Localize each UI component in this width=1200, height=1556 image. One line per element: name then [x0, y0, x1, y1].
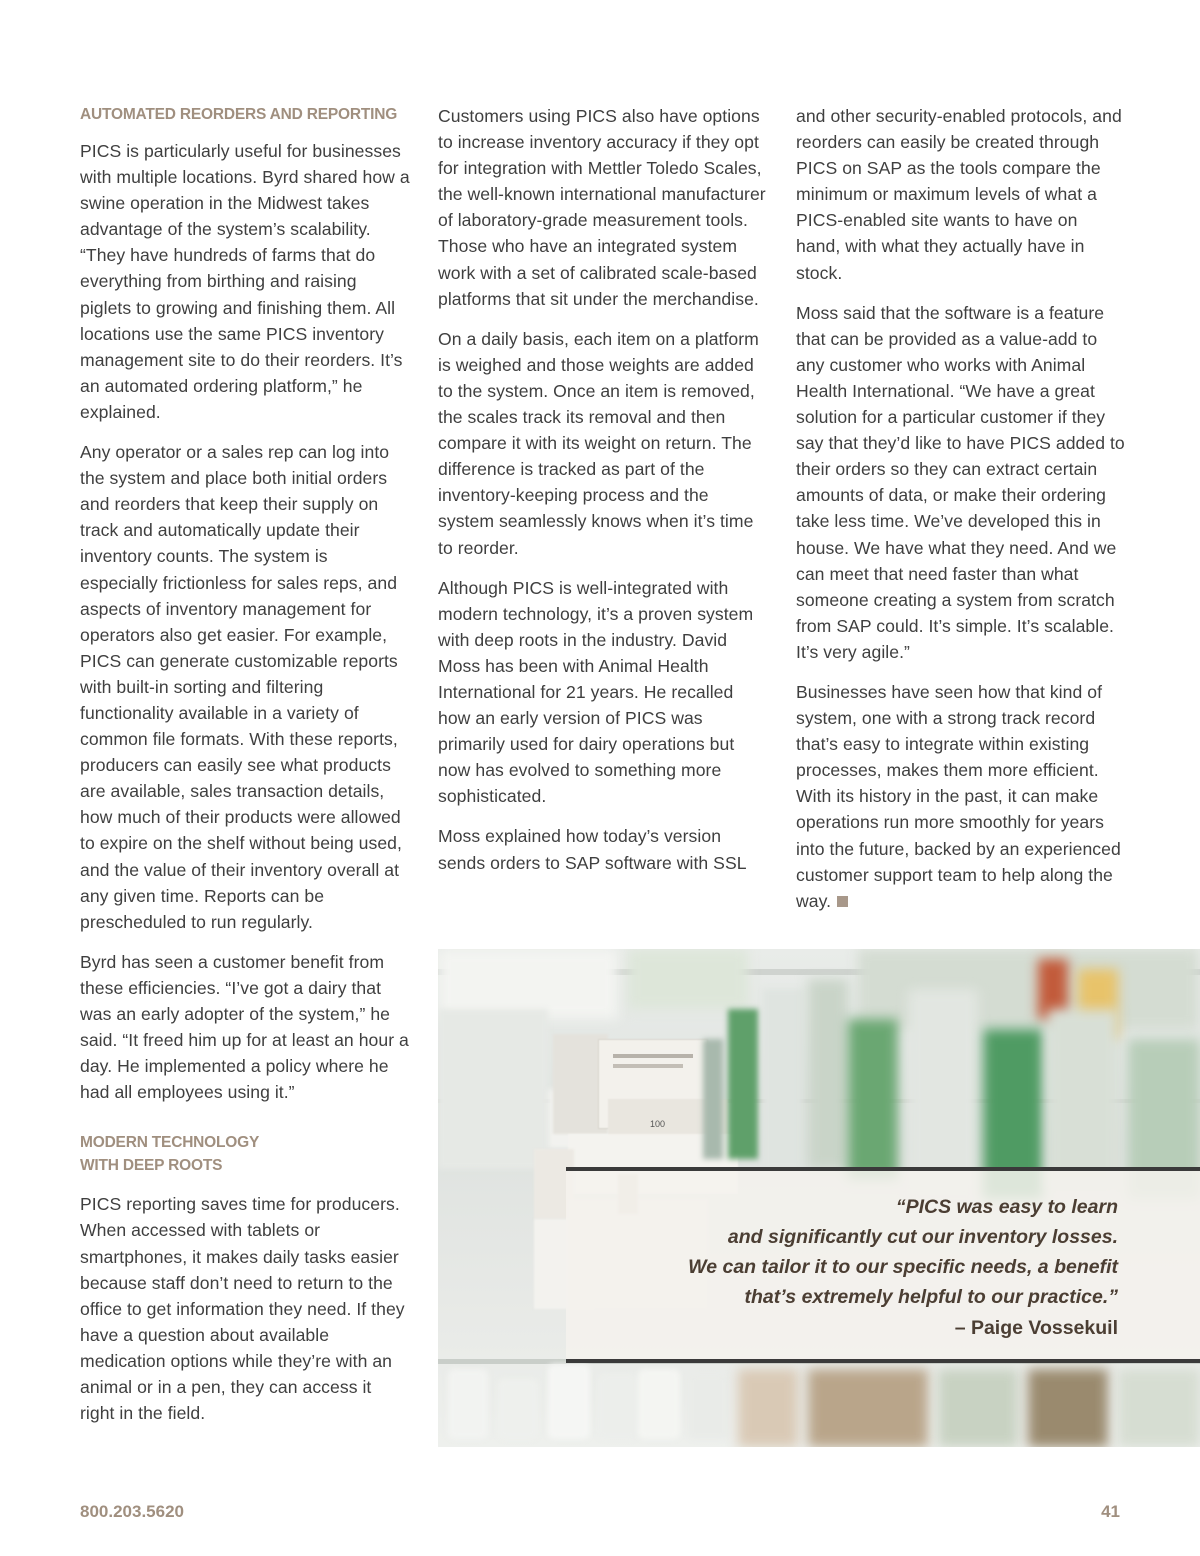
paragraph: PICS reporting saves time for producers. When accessed with tablets or smartphones, it makes daily tasks easier because staff don’t need to return to the office to get information they need. If they have a question about available medication options while they’re with an animal or in a pen, they can access it right in the field. [80, 1194, 405, 1424]
paragraph: and other security-enabled protocols, and reorders can easily be created through PICS on SAP as the tools compare the minimum or maximum levels of what a PICS-enabled site wants to have on hand, with what they actually have in stock. [796, 106, 1122, 283]
box [703, 1039, 723, 1159]
box [848, 1019, 898, 1179]
paragraph-text: Businesses have seen how that kind of system, one with a strong track record that’s easy to integrate within existing processes, makes them more efficient. With its history in the past, it can make operations run more smoothly for years into the future, backed by an experienced customer support team to help along the way. [796, 681, 1121, 911]
page-number: 41 [1101, 1502, 1120, 1521]
heading-line: WITH DEEP ROOTS [80, 1157, 223, 1175]
pull-quote [558, 1192, 1118, 1312]
bottle [638, 1369, 680, 1439]
pull-quote-line: We can tailor it to our specific needs, a benefit [688, 1256, 1118, 1278]
end-of-article-icon [837, 896, 848, 907]
box [1118, 1369, 1200, 1447]
paragraph: Moss explained how today’s version sends orders to SAP software with SSL [438, 826, 747, 873]
box [628, 949, 748, 1009]
column-1 [80, 103, 410, 1440]
section-heading-automated-reorders: AUTOMATED REORDERS AND REPORTING [80, 106, 398, 123]
box [763, 989, 803, 1169]
paragraph: Moss said that the software is a feature that can be provided as a value-add to any customer who works with Animal Health International. “We have a great solution for a particular customer if they say that they’d like to have PICS added to their orders so they can extract certain amounts of data, or make their ordering take less time. We’ve developed this in house. We have what they need. And we can meet that need faster than what someone creating a system from scratch from SAP could. It’s simple. It’s scalable. It’s very agile.” [796, 302, 1125, 662]
pull-quote-line: “PICS was easy to learn [895, 1196, 1118, 1218]
paragraph: Any operator or a sales rep can log into the system and place both initial orders and reorders that keep their supply on track and automatically update their inventory counts. The system is especially frictionless for sales reps, and aspects of inventory management for operators also get easier. For example, PICS can generate customizable reports with built-in sorting and filtering functionality available in a variety of common file formats. With these reports, producers can easily see what products are available, sales transaction details, how much of their products were allowed to expire on the shelf without being used, and the value of their inventory overall at any given time. Reports can be prescheduled to run regularly. [80, 442, 402, 932]
pull-quote-line: and significantly cut our inventory losses. [727, 1226, 1118, 1248]
box [1048, 1009, 1118, 1189]
bottle [448, 1369, 488, 1439]
box [938, 1369, 1018, 1447]
paragraph: Although PICS is well-integrated with modern technology, it’s a proven system with deep roots in the industry. David Moss has been with Animal Health International for 21 years. He recalled how an early version of PICS was primarily used for dairy operations but now has evolved to something more sophisticated. [438, 577, 754, 807]
box [738, 1369, 798, 1447]
pull-quote-line: that’s extremely helpful to our practice.” [744, 1286, 1118, 1308]
paragraph: Byrd has seen a customer benefit from these efficiencies. “I’ve got a dairy that was an early adopter of the system,” he said. “It freed him up for at least an hour a day. He implemented a policy where he had all employees using it.” [80, 951, 409, 1103]
bottle [498, 1379, 538, 1439]
bottle [688, 1374, 728, 1439]
pull-quote-author: – Paige Vossekuil [954, 1317, 1118, 1339]
box [438, 1009, 548, 1169]
box-label: 100 [650, 1119, 666, 1129]
box [908, 989, 978, 1189]
heading-line: MODERN TECHNOLOGY [80, 1134, 260, 1152]
box [1028, 1369, 1108, 1447]
label-line [613, 1054, 693, 1058]
paragraph: Customers using PICS also have options to increase inventory accuracy if they opt for integration with Mettler Toledo Scales, the well-known international manufacturer of laboratory-grade measurement tools. Those who have an integrated system work with a set of calibrated scale-based platforms that sit under the merchandise. [438, 106, 766, 309]
box [808, 979, 848, 1169]
box [808, 1369, 928, 1447]
paragraph: PICS is particularly useful for businesses with multiple locations. Byrd shared how a swine operation in the Midwest takes advantage of the system’s scalability. “They have hundreds of farms that do everything from birthing and raising piglets to growing and finishing them. All locations use the same PICS inventory management site to do their reorders. It’s an automated ordering platform,” he explained. [80, 141, 410, 422]
paragraph [796, 679, 1126, 914]
section-heading-modern-technology [80, 1131, 410, 1177]
bottle [598, 1374, 638, 1439]
column-3 [796, 103, 1126, 928]
column-2 [438, 103, 768, 890]
footer-phone-number: 800.203.5620 [80, 1502, 184, 1521]
paragraph: On a daily basis, each item on a platform is weighed and those weights are added to the system. Once an item is removed, the scales track its removal and then compare it with its weight on return. The difference is tracked as part of the inventory-keeping process and the system seamlessly knows when it’s time to reorder. [438, 328, 759, 558]
box [728, 1009, 758, 1159]
label-line [613, 1064, 683, 1068]
bottle [548, 1364, 590, 1439]
